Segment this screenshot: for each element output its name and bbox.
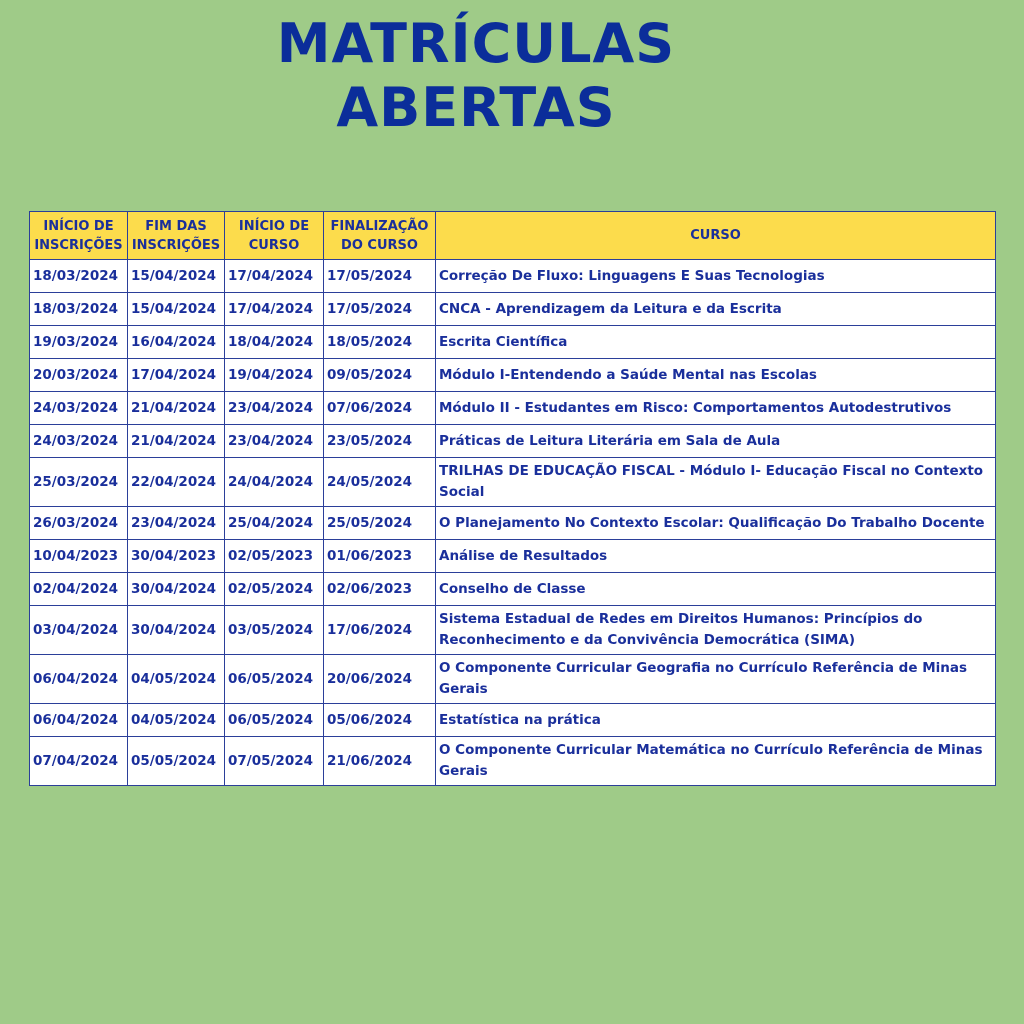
cell-curso: Módulo II - Estudantes em Risco: Comportamentos Autodestrutivos xyxy=(436,392,996,425)
cell-inicio-inscricoes: 26/03/2024 xyxy=(30,507,128,540)
cell-fim-inscricoes: 04/05/2024 xyxy=(128,655,225,704)
title-line-1: MATRÍCULAS xyxy=(276,12,676,75)
cell-curso: Módulo I-Entendendo a Saúde Mental nas Escolas xyxy=(436,359,996,392)
table-row xyxy=(30,655,996,704)
cell-finalizacao-curso: 24/05/2024 xyxy=(324,458,436,507)
cell-inicio-inscricoes: 10/04/2023 xyxy=(30,540,128,573)
table-row xyxy=(30,507,996,540)
cell-curso: CNCA - Aprendizagem da Leitura e da Escrita xyxy=(436,293,996,326)
cell-inicio-curso: 19/04/2024 xyxy=(225,359,324,392)
cell-inicio-curso: 18/04/2024 xyxy=(225,326,324,359)
cell-inicio-curso: 03/05/2024 xyxy=(225,606,324,655)
cell-fim-inscricoes: 22/04/2024 xyxy=(128,458,225,507)
cell-fim-inscricoes: 21/04/2024 xyxy=(128,392,225,425)
cell-curso: Estatística na prática xyxy=(436,704,996,737)
courses-table-container xyxy=(29,211,995,786)
cell-inicio-inscricoes: 24/03/2024 xyxy=(30,425,128,458)
cell-inicio-inscricoes: 20/03/2024 xyxy=(30,359,128,392)
table-row xyxy=(30,606,996,655)
cell-inicio-curso: 06/05/2024 xyxy=(225,655,324,704)
table-row xyxy=(30,293,996,326)
cell-fim-inscricoes: 30/04/2024 xyxy=(128,573,225,606)
cell-curso: TRILHAS DE EDUCAÇÃO FISCAL - Módulo I- Educação Fiscal no Contexto Social xyxy=(436,458,996,507)
cell-finalizacao-curso: 01/06/2023 xyxy=(324,540,436,573)
cell-inicio-curso: 06/05/2024 xyxy=(225,704,324,737)
cell-fim-inscricoes: 15/04/2024 xyxy=(128,293,225,326)
header-inicio-inscricoes: INÍCIO DE INSCRIÇÕES xyxy=(30,212,128,260)
cell-curso: Análise de Resultados xyxy=(436,540,996,573)
cell-finalizacao-curso: 17/05/2024 xyxy=(324,293,436,326)
cell-curso: O Componente Curricular Geografia no Currículo Referência de Minas Gerais xyxy=(436,655,996,704)
cell-inicio-curso: 02/05/2024 xyxy=(225,573,324,606)
cell-finalizacao-curso: 23/05/2024 xyxy=(324,425,436,458)
cell-fim-inscricoes: 16/04/2024 xyxy=(128,326,225,359)
cell-fim-inscricoes: 30/04/2024 xyxy=(128,606,225,655)
table-body xyxy=(30,260,996,786)
cell-finalizacao-curso: 17/06/2024 xyxy=(324,606,436,655)
cell-inicio-inscricoes: 19/03/2024 xyxy=(30,326,128,359)
table-row xyxy=(30,359,996,392)
cell-curso: O Planejamento No Contexto Escolar: Qualificação Do Trabalho Docente xyxy=(436,507,996,540)
table-row xyxy=(30,540,996,573)
header-finalizacao-curso: FINALIZAÇÃO DO CURSO xyxy=(324,212,436,260)
cell-curso: Correção De Fluxo: Linguagens E Suas Tecnologias xyxy=(436,260,996,293)
cell-inicio-curso: 07/05/2024 xyxy=(225,737,324,786)
cell-finalizacao-curso: 02/06/2023 xyxy=(324,573,436,606)
cell-inicio-inscricoes: 06/04/2024 xyxy=(30,704,128,737)
cell-finalizacao-curso: 17/05/2024 xyxy=(324,260,436,293)
cell-finalizacao-curso: 21/06/2024 xyxy=(324,737,436,786)
cell-inicio-curso: 23/04/2024 xyxy=(225,425,324,458)
cell-inicio-inscricoes: 18/03/2024 xyxy=(30,293,128,326)
title-line-2: ABERTAS xyxy=(336,76,616,139)
cell-inicio-inscricoes: 18/03/2024 xyxy=(30,260,128,293)
cell-inicio-curso: 17/04/2024 xyxy=(225,260,324,293)
table-row xyxy=(30,458,996,507)
table-row xyxy=(30,737,996,786)
cell-inicio-inscricoes: 03/04/2024 xyxy=(30,606,128,655)
cell-inicio-inscricoes: 06/04/2024 xyxy=(30,655,128,704)
cell-fim-inscricoes: 30/04/2023 xyxy=(128,540,225,573)
header-inicio-curso: INÍCIO DE CURSO xyxy=(225,212,324,260)
cell-inicio-inscricoes: 07/04/2024 xyxy=(30,737,128,786)
cell-finalizacao-curso: 20/06/2024 xyxy=(324,655,436,704)
cell-inicio-inscricoes: 25/03/2024 xyxy=(30,458,128,507)
table-row xyxy=(30,573,996,606)
cell-fim-inscricoes: 17/04/2024 xyxy=(128,359,225,392)
header-fim-inscricoes: FIM DAS INSCRIÇÕES xyxy=(128,212,225,260)
cell-inicio-inscricoes: 24/03/2024 xyxy=(30,392,128,425)
cell-curso: Sistema Estadual de Redes em Direitos Humanos: Princípios do Reconhecimento e da Convivência Democrática (SIMA) xyxy=(436,606,996,655)
cell-fim-inscricoes: 05/05/2024 xyxy=(128,737,225,786)
cell-inicio-curso: 23/04/2024 xyxy=(225,392,324,425)
cell-inicio-curso: 17/04/2024 xyxy=(225,293,324,326)
cell-finalizacao-curso: 09/05/2024 xyxy=(324,359,436,392)
cell-fim-inscricoes: 23/04/2024 xyxy=(128,507,225,540)
cell-curso: Escrita Científica xyxy=(436,326,996,359)
cell-inicio-curso: 24/04/2024 xyxy=(225,458,324,507)
cell-finalizacao-curso: 05/06/2024 xyxy=(324,704,436,737)
table-row xyxy=(30,326,996,359)
cell-fim-inscricoes: 15/04/2024 xyxy=(128,260,225,293)
cell-inicio-curso: 02/05/2023 xyxy=(225,540,324,573)
table-row xyxy=(30,704,996,737)
header-curso: CURSO xyxy=(436,212,996,260)
cell-fim-inscricoes: 04/05/2024 xyxy=(128,704,225,737)
table-row xyxy=(30,260,996,293)
table-row xyxy=(30,425,996,458)
cell-fim-inscricoes: 21/04/2024 xyxy=(128,425,225,458)
cell-curso: Práticas de Leitura Literária em Sala de Aula xyxy=(436,425,996,458)
cell-finalizacao-curso: 18/05/2024 xyxy=(324,326,436,359)
courses-table xyxy=(29,211,996,786)
cell-curso: Conselho de Classe xyxy=(436,573,996,606)
cell-finalizacao-curso: 07/06/2024 xyxy=(324,392,436,425)
table-header-row xyxy=(30,212,996,260)
cell-finalizacao-curso: 25/05/2024 xyxy=(324,507,436,540)
page-title xyxy=(0,12,952,140)
cell-curso: O Componente Curricular Matemática no Currículo Referência de Minas Gerais xyxy=(436,737,996,786)
cell-inicio-curso: 25/04/2024 xyxy=(225,507,324,540)
table-row xyxy=(30,392,996,425)
cell-inicio-inscricoes: 02/04/2024 xyxy=(30,573,128,606)
